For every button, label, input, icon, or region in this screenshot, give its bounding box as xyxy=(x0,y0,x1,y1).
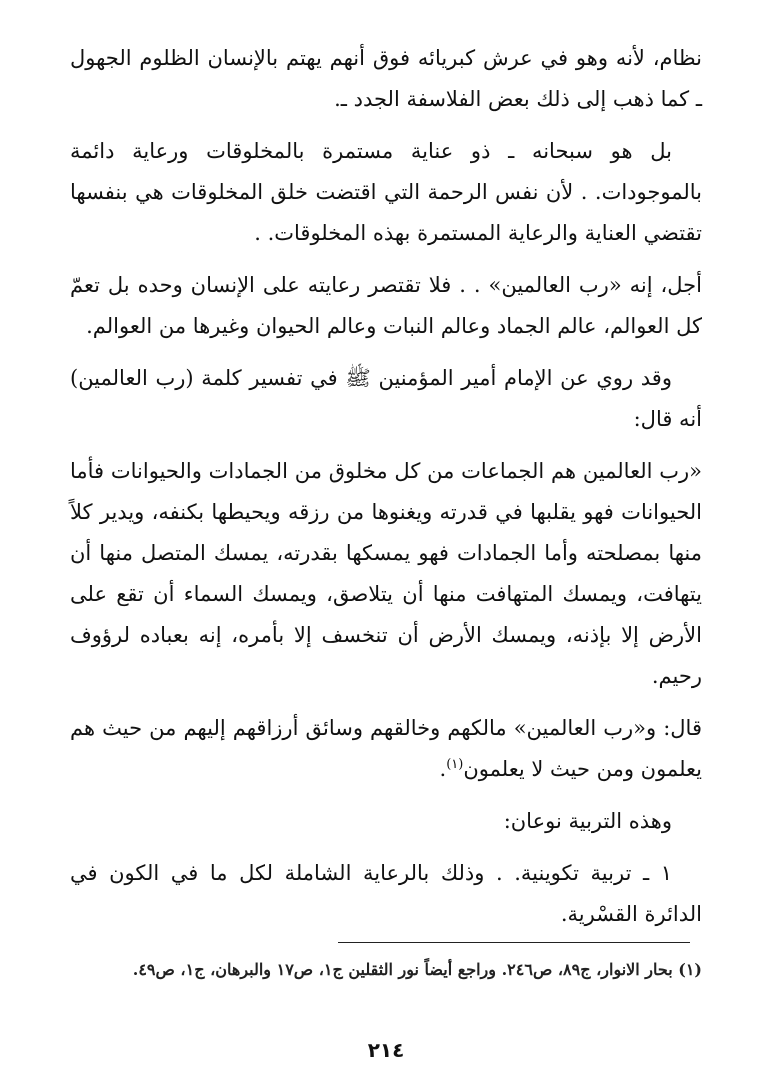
paragraph-1: نظام، لأنه وهو في عرش كبريائه فوق أنهم يهتم بالإنسان الظلوم الجهول ـ كما ذهب إلى ذلك بعض الفلاسفة الجدد ـ. xyxy=(70,46,702,111)
paragraph-3: أجل، إنه «رب العالمين» . . فلا تقتصر رعايته على الإنسان وحده بل تعمّ كل العوالم، عالم الجماد وعالم النبات وعالم الحيوان وغيرها من العوالم. xyxy=(70,273,702,338)
paragraph-6 xyxy=(70,708,702,790)
page-body xyxy=(70,38,702,946)
footnote-marker: (١) xyxy=(446,757,464,772)
paragraph-5-quote: «رب العالمين هم الجماعات من كل مخلوق من الجمادات والحيوانات فأما الحيوانات فهو يقلبها في قدرته ويغنوها من رزقه ويحيطها بكنفه، ويدير كلاً منها بمصلحته وأما الجمادات فهو يمسكها بقدرته، يمسك المتصل منها أن يتهافت، ويمسك المتهافت منها أن يتلاصق، ويمسك السماء أن تقع على الأرض إلا بإذنه، ويمسك الأرض أن تنخسف إلا بأمره، إنه بعباده لرؤوف رحيم. xyxy=(70,459,702,688)
page-number: ٢١٤ xyxy=(367,1038,405,1062)
footnote: (١) بحار الانوار، ج٨٩، ص٢٤٦. وراجع أيضاً نور الثقلين ج١، ص١٧ والبرهان، ج١، ص٤٩. xyxy=(132,960,702,979)
paragraph-8: ١ ـ تربية تكوينية. . وذلك بالرعاية الشاملة لكل ما في الكون في الدائرة القسْرية. xyxy=(70,861,702,926)
paragraph-6-text: قال: و«رب العالمين» مالكهم وخالقهم وسائق أرزاقهم إليهم من حيث هم يعلمون ومن حيث لا يعلمون xyxy=(70,716,702,781)
paragraph-4: وقد روي عن الإمام أمير المؤمنين ﷺ في تفسير كلمة (رب العالمين) أنه قال: xyxy=(70,366,702,431)
paragraph-7: وهذه التربية نوعان: xyxy=(503,809,672,833)
paragraph-6-tail: . xyxy=(439,757,447,781)
paragraph-2: بل هو سبحانه ـ ذو عناية مستمرة بالمخلوقات ورعاية دائمة بالموجودات. . لأن نفس الرحمة التي اقتضت خلق المخلوقات هي بنفسها تقتضي العناية والرعاية المستمرة بهذه المخلوقات. . xyxy=(70,139,702,245)
footnote-divider xyxy=(338,942,690,943)
